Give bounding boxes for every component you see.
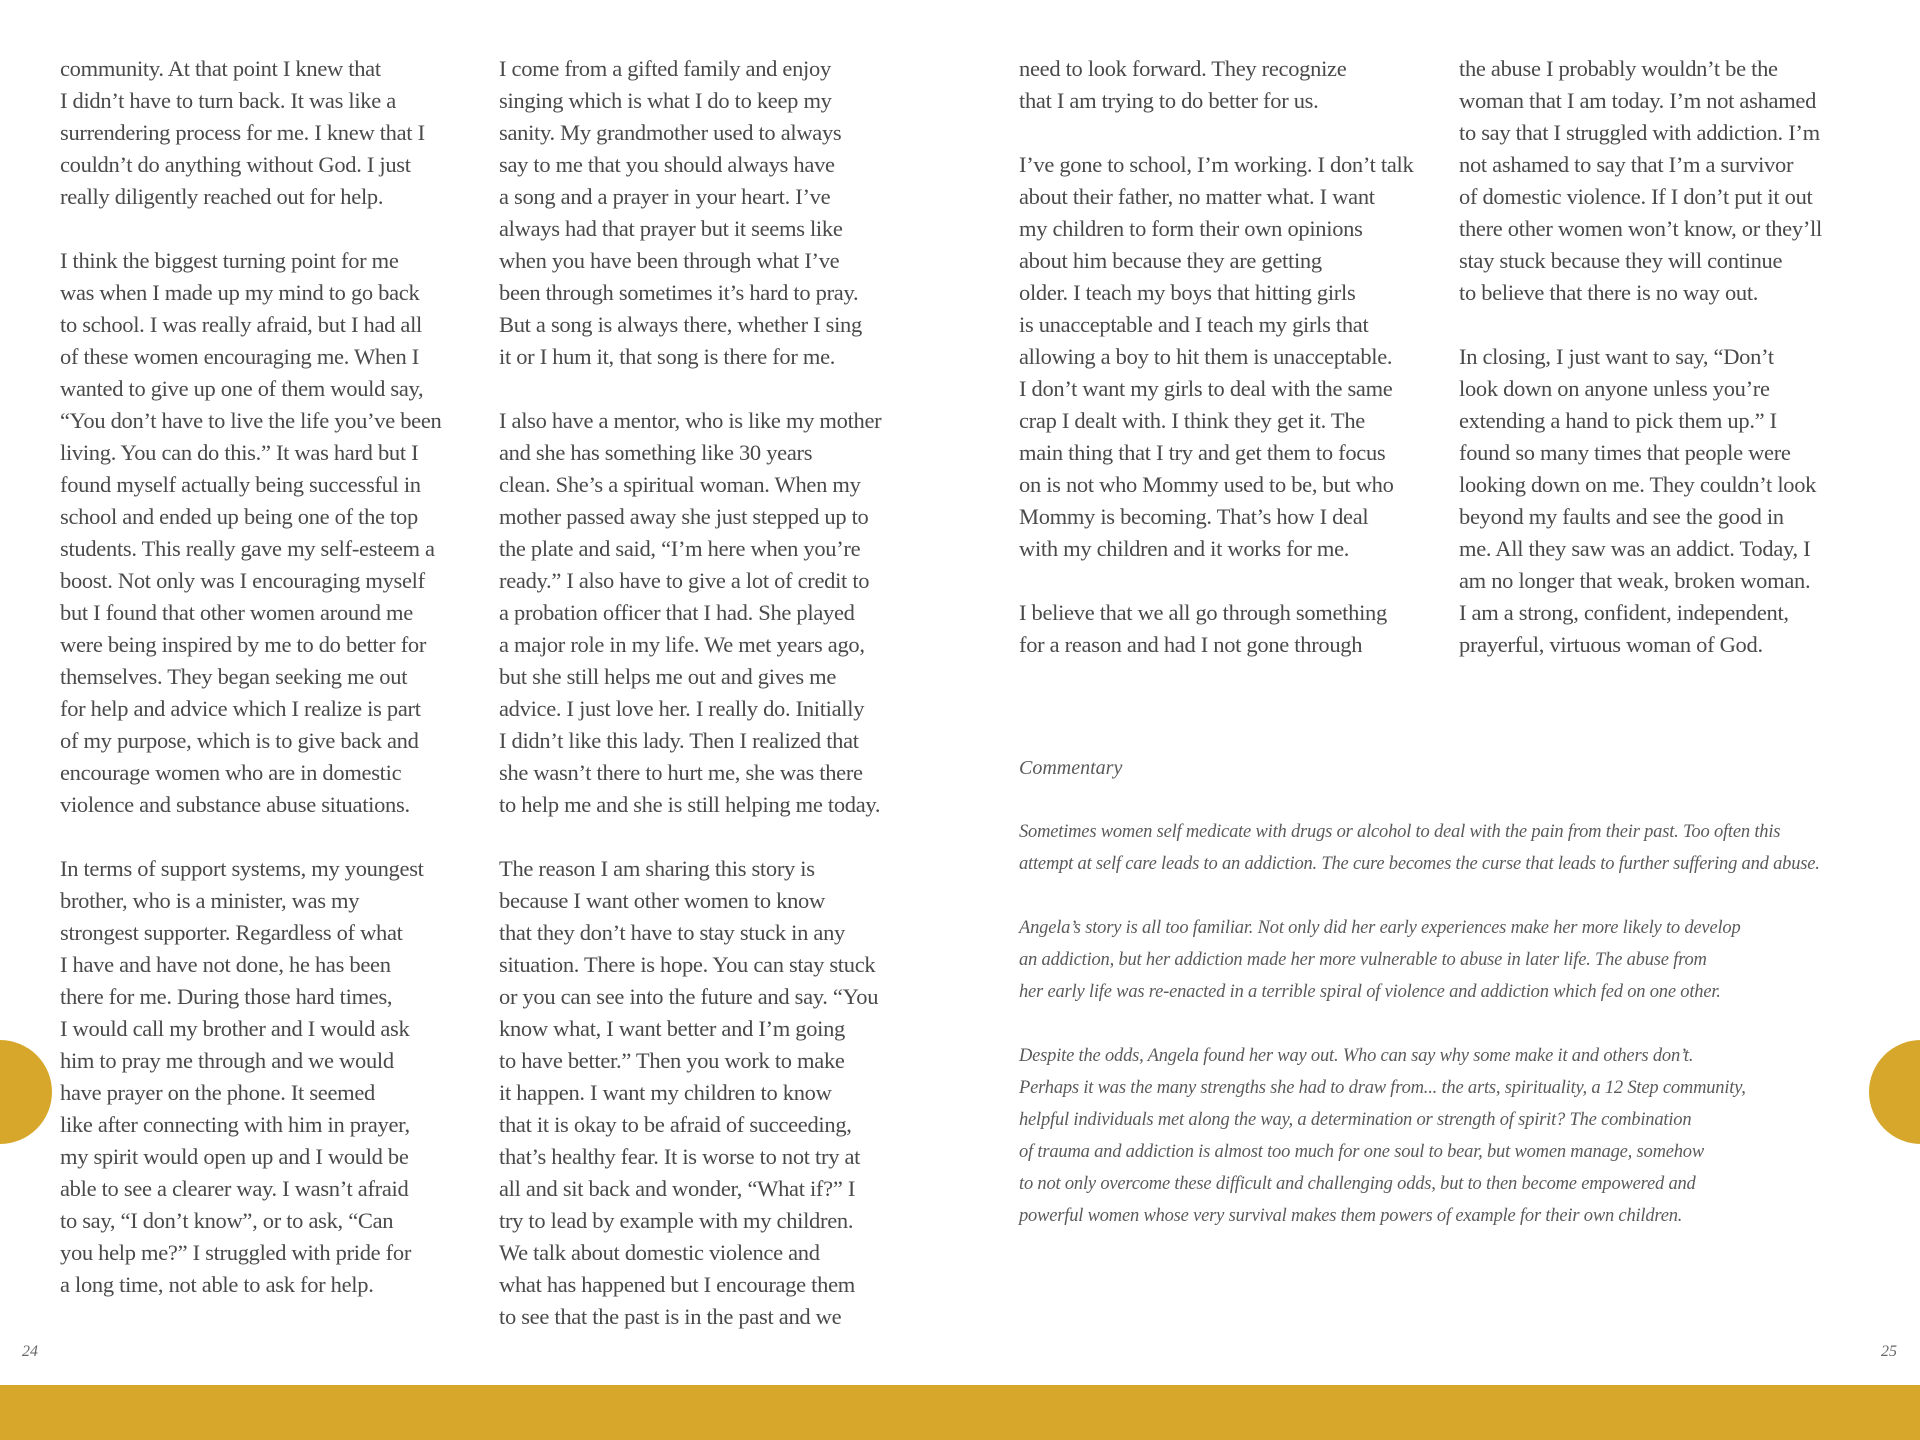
paragraph: the abuse I probably wouldn’t be the woman that I am today. I’m not ashamed to say that I struggled with addiction. I’m not ashamed to say that I’m a survivor of domestic violence. If I don’t put it out there other women won’t know, or they’ll stay stuck because they will continue to believe that there is no way out. (1459, 56, 1822, 305)
right-page-column-1 (1019, 53, 1419, 693)
commentary-section (1019, 752, 1879, 1264)
page-number-left: 24 (22, 1343, 38, 1360)
paragraph: I’ve gone to school, I’m working. I don’t talk about their father, no matter what. I want my children to form their own opinions about him because they are getting older. I teach my boys that hitting girls is unacceptable and I teach my girls that allowing a boy to hit them is unacceptable. I don’t want my girls to deal with the same crap I dealt with. I think they get it. The main thing that I try and get them to focus on is not who Mommy used to be, but who Mommy is becoming. That’s how I deal with my children and it works for me. (1019, 152, 1414, 561)
paragraph: The reason I am sharing this story is because I want other women to know that they don’t have to stay stuck in any situation. There is hope. You can stay stuck or you can see into the future and say. “You know what, I want better and I’m going to have better.” Then you work to make it happen. I want my children to know that it is okay to be afraid of succeeding, that’s healthy fear. It is worse to not try at all and sit back and wonder, “What if?” I try to lead by example with my children. We talk about domestic violence and what has happened but I encourage them to see that the past is in the past and we (499, 856, 879, 1329)
commentary-paragraph: Angela’s story is all too familiar. Not only did her early experiences make her more likely to develop an addiction, but her addiction made her more vulnerable to abuse in later life. The abuse from her early life was re-enacted in a terrible spiral of violence and addiction which fed on one other. (1019, 918, 1741, 1002)
commentary-paragraph: Despite the odds, Angela found her way out. Who can say why some make it and others don’t. Perhaps it was the many strengths she had to draw from... the arts, spirituality, a 12 Step community, helpful individuals met along the way, a determination or strength of spirit? The combination of trauma and addiction is almost too much for one soul to bear, but women manage, somehow to not only overcome these difficult and challenging odds, but to then become empowered and powerful women whose very survival makes them powers of example for their own children. (1019, 1046, 1746, 1226)
page-number-right: 25 (1881, 1343, 1897, 1360)
commentary-heading: Commentary (1019, 757, 1123, 779)
paragraph: I also have a mentor, who is like my mother and she has something like 30 years clean. She’s a spiritual woman. When my mother passed away she just stepped up to the plate and said, “I’m here when you’re ready.” I also have to give a lot of credit to a probation officer that I had. She played a major role in my life. We met years ago, but she still helps me out and gives me advice. I just love her. I really do. Initially I didn’t like this lady. Then I realized that she wasn’t there to hurt me, she was there to help me and she is still helping me today. (499, 408, 882, 817)
paragraph: I think the biggest turning point for me was when I made up my mind to go back to school. I was really afraid, but I had all of these women encouraging me. When I wanted to give up one of them would say, “You don’t have to live the life you’ve been living. You can do this.” It was hard but I found myself actually being successful in school and ended up being one of the top students. This really gave my self-esteem a boost. Not only was I encouraging myself but I found that other women around me were being inspired by me to do better for themselves. They began seeking me out for help and advice which I realize is part of my purpose, which is to give back and encourage women who are in domestic violence and substance abuse situations. (60, 248, 442, 817)
page-tab-circle-left (0, 1040, 52, 1144)
left-page-column-1 (60, 53, 460, 1333)
commentary-paragraph: Sometimes women self medicate with drugs or alcohol to deal with the pain from their past. Too often this attempt at self care leads to an addiction. The cure becomes the curse that leads to further suffering and abuse. (1019, 822, 1820, 874)
footer-color-band (0, 1385, 1920, 1440)
paragraph: In closing, I just want to say, “Don’t look down on anyone unless you’re extending a hand to pick them up.” I found so many times that people were looking down on me. They couldn’t look beyond my faults and see the good in me. All they saw was an addict. Today, I am no longer that weak, broken woman. I am a strong, confident, independent, prayerful, virtuous woman of God. (1459, 344, 1817, 657)
left-page-column-2 (499, 53, 899, 1365)
paragraph: community. At that point I knew that I didn’t have to turn back. It was like a surrendering process for me. I knew that I couldn’t do anything without God. I just really diligently reached out for help. (60, 56, 425, 209)
paragraph: need to look forward. They recognize that I am trying to do better for us. (1019, 56, 1347, 113)
paragraph: In terms of support systems, my youngest brother, who is a minister, was my strongest supporter. Regardless of what I have and have not done, he has been there for me. During those hard times, I would call my brother and I would ask him to pray me through and we would have prayer on the phone. It seemed like after connecting with him in prayer, my spirit would open up and I would be able to see a clearer way. I wasn’t afraid to say, “I don’t know”, or to ask, “Can you help me?” I struggled with pride for a long time, not able to ask for help. (60, 856, 424, 1297)
paragraph: I come from a gifted family and enjoy singing which is what I do to keep my sanity. My grandmother used to always say to me that you should always have a song and a prayer in your heart. I’ve always had that prayer but it seems like when you have been through what I’ve been through sometimes it’s hard to pray. But a song is always there, whether I sing it or I hum it, that song is there for me. (499, 56, 862, 369)
right-page-column-2 (1459, 53, 1859, 693)
paragraph: I believe that we all go through something for a reason and had I not gone through (1019, 600, 1387, 657)
